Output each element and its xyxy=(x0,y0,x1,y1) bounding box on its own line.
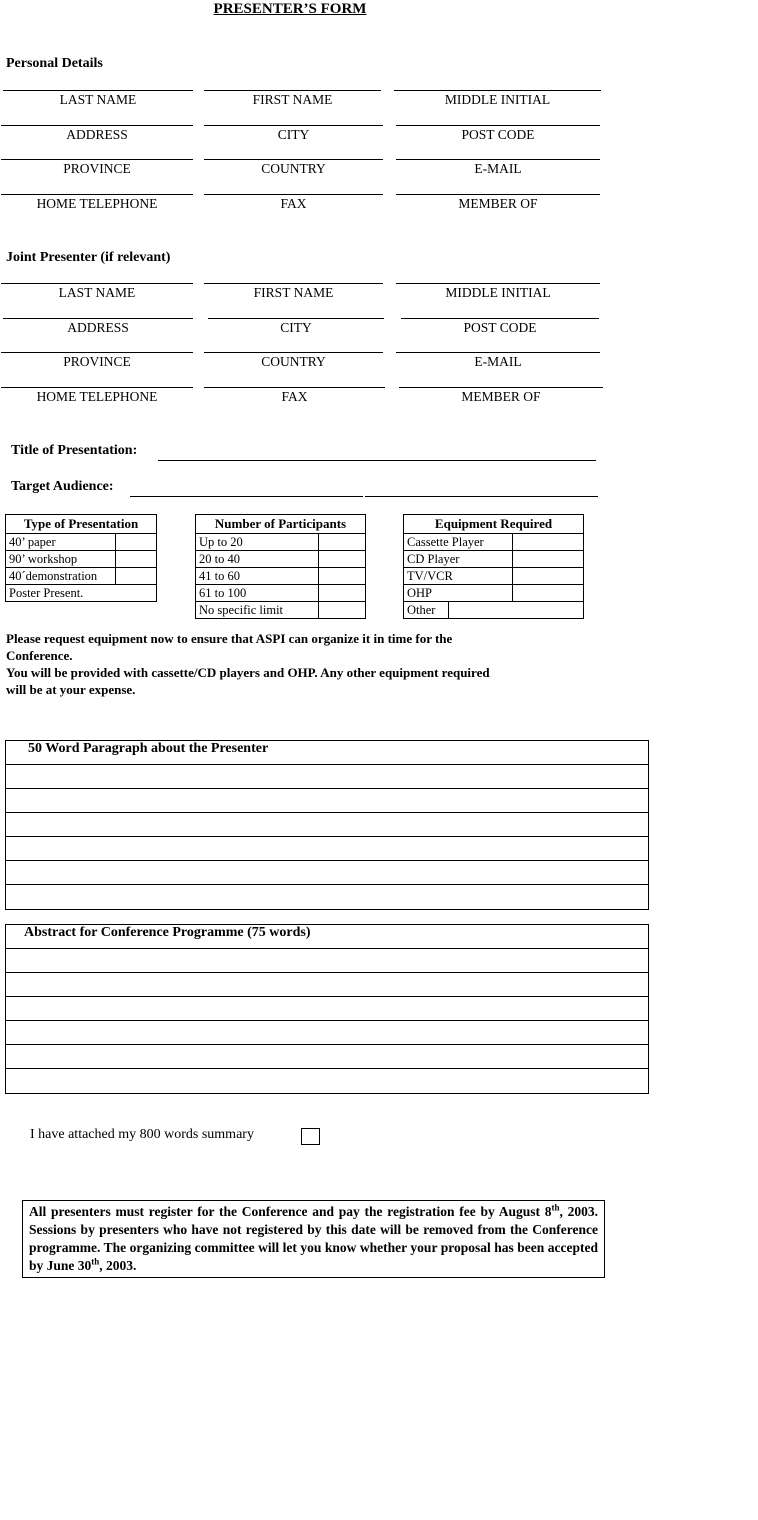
personal-fax-field[interactable] xyxy=(204,194,383,212)
personal-city-field[interactable] xyxy=(204,125,383,143)
number-of-participants-table xyxy=(195,514,366,619)
abstract-line[interactable] xyxy=(6,972,648,996)
field-label: ADDRESS xyxy=(67,320,129,335)
registration-notice xyxy=(22,1200,605,1278)
participants-option-checkbox[interactable] xyxy=(319,602,366,619)
presenter-paragraph-line[interactable] xyxy=(6,788,648,812)
form-title: PRESENTER’S FORM xyxy=(213,1,367,17)
type-of-presentation-table xyxy=(5,514,157,602)
joint-presenter-heading: Joint Presenter (if relevant) xyxy=(6,250,171,265)
abstract-heading-text: Abstract for Conference Programme (75 words) xyxy=(24,925,311,940)
field-label: COUNTRY xyxy=(261,161,326,176)
participants-option-label: 41 to 60 xyxy=(196,568,319,585)
title-of-presentation-label: Title of Presentation: xyxy=(11,443,138,458)
personal-post-code-field[interactable] xyxy=(396,125,600,143)
type-option-label[interactable]: Poster Present. xyxy=(6,585,157,602)
field-label: E-MAIL xyxy=(474,161,522,176)
attachment-checkbox[interactable] xyxy=(301,1128,320,1145)
personal-country-field[interactable] xyxy=(204,159,383,177)
type-option-label: 40´demonstration xyxy=(6,568,116,585)
type-option-checkbox[interactable] xyxy=(116,534,157,551)
field-label: HOME TELEPHONE xyxy=(36,196,158,211)
equipment-option-checkbox[interactable] xyxy=(513,551,584,568)
joint-first-name-field[interactable] xyxy=(204,283,383,301)
target-audience-input-line-2[interactable] xyxy=(365,496,598,497)
abstract-line[interactable] xyxy=(6,948,648,972)
joint-fax-field[interactable] xyxy=(204,387,385,405)
equipment-option-label: OHP xyxy=(404,585,513,602)
number-of-participants-header: Number of Participants xyxy=(196,515,366,534)
presenter-paragraph-box xyxy=(5,740,649,910)
equipment-other-input[interactable] xyxy=(449,602,584,619)
participants-option-label: 61 to 100 xyxy=(196,585,319,602)
target-audience-label: Target Audience: xyxy=(11,479,114,494)
notice-text: , 2003. xyxy=(99,1258,137,1273)
type-option-label: 40’ paper xyxy=(6,534,116,551)
joint-country-field[interactable] xyxy=(204,352,383,370)
abstract-box xyxy=(5,924,649,1094)
field-label: FAX xyxy=(280,196,307,211)
abstract-heading xyxy=(6,925,648,948)
notice-superscript: th xyxy=(91,1256,100,1267)
participants-option-checkbox[interactable] xyxy=(319,534,366,551)
type-option-checkbox[interactable] xyxy=(116,551,157,568)
presenter-paragraph-line[interactable] xyxy=(6,764,648,788)
abstract-line[interactable] xyxy=(6,996,648,1020)
joint-last-name-field[interactable] xyxy=(1,283,193,301)
presenter-paragraph-line[interactable] xyxy=(6,884,648,908)
field-label: MEMBER OF xyxy=(461,389,541,404)
joint-province-field[interactable] xyxy=(1,352,193,370)
presenter-paragraph-heading-text: 50 Word Paragraph about the Presenter xyxy=(28,741,269,756)
personal-first-name-field[interactable] xyxy=(204,90,381,108)
field-label: MIDDLE INITIAL xyxy=(444,92,551,107)
field-label: MEMBER OF xyxy=(458,196,538,211)
participants-option-label: No specific limit xyxy=(196,602,319,619)
joint-middle-initial-field[interactable] xyxy=(396,283,600,301)
field-label: COUNTRY xyxy=(261,354,326,369)
field-label: PROVINCE xyxy=(63,354,131,369)
notice-text: , 2003. Sessions by presenters who have not registered by this date will be removed from the Conference programme. The organizing committee will let you know whether your proposal has been accepted by June 30 xyxy=(29,1204,599,1273)
equipment-option-label: Cassette Player xyxy=(404,534,513,551)
field-label: E-MAIL xyxy=(474,354,522,369)
presenter-paragraph-line[interactable] xyxy=(6,860,648,884)
field-label: POST CODE xyxy=(463,320,537,335)
equipment-option-checkbox[interactable] xyxy=(513,585,584,602)
equipment-option-label: CD Player xyxy=(404,551,513,568)
personal-province-field[interactable] xyxy=(1,159,193,177)
joint-email-field[interactable] xyxy=(396,352,600,370)
title-of-presentation-input-line[interactable] xyxy=(158,460,596,461)
joint-city-field[interactable] xyxy=(208,318,384,336)
target-audience-input-line[interactable] xyxy=(130,496,363,497)
field-label: CITY xyxy=(280,320,312,335)
equipment-note xyxy=(6,630,606,698)
presenter-paragraph-heading xyxy=(6,741,648,764)
notice-superscript: th xyxy=(551,1202,560,1213)
participants-option-checkbox[interactable] xyxy=(319,585,366,602)
personal-home-telephone-field[interactable] xyxy=(1,194,193,212)
notice-text: All presenters must register for the Conference and pay the registration fee by August 8 xyxy=(29,1204,552,1219)
personal-middle-initial-field[interactable] xyxy=(394,90,601,108)
equipment-note-line: You will be provided with cassette/CD players and OHP. Any other equipment required xyxy=(6,665,490,680)
field-label: FAX xyxy=(281,389,308,404)
equipment-option-label: Other xyxy=(404,602,449,619)
field-label: CITY xyxy=(277,127,310,142)
field-label: PROVINCE xyxy=(63,161,131,176)
personal-address-field[interactable] xyxy=(1,125,193,143)
presenter-paragraph-line[interactable] xyxy=(6,812,648,836)
joint-post-code-field[interactable] xyxy=(401,318,599,336)
participants-option-checkbox[interactable] xyxy=(319,551,366,568)
abstract-line[interactable] xyxy=(6,1020,648,1044)
field-label: LAST NAME xyxy=(59,92,137,107)
equipment-option-checkbox[interactable] xyxy=(513,534,584,551)
field-label: ADDRESS xyxy=(66,127,128,142)
equipment-note-line: Please request equipment now to ensure that ASPI can organize it in time for the xyxy=(6,631,453,646)
type-option-label: 90’ workshop xyxy=(6,551,116,568)
personal-last-name-field[interactable] xyxy=(3,90,193,108)
joint-member-of-field[interactable] xyxy=(399,387,603,405)
participants-option-label: Up to 20 xyxy=(196,534,319,551)
participants-option-label: 20 to 40 xyxy=(196,551,319,568)
joint-home-telephone-field[interactable] xyxy=(1,387,193,405)
field-label: MIDDLE INITIAL xyxy=(445,285,551,300)
participants-option-checkbox[interactable] xyxy=(319,568,366,585)
field-label: LAST NAME xyxy=(58,285,136,300)
abstract-line[interactable] xyxy=(6,1044,648,1068)
field-label: FIRST NAME xyxy=(253,285,334,300)
personal-details-heading: Personal Details xyxy=(6,56,103,71)
personal-email-field[interactable] xyxy=(396,159,600,177)
joint-address-field[interactable] xyxy=(3,318,193,336)
type-option-checkbox[interactable] xyxy=(116,568,157,585)
equipment-required-header: Equipment Required xyxy=(404,515,584,534)
equipment-note-line: Conference. xyxy=(6,648,73,663)
equipment-option-label: TV/VCR xyxy=(404,568,513,585)
field-label: FIRST NAME xyxy=(252,92,333,107)
attachment-label: I have attached my 800 words summary xyxy=(30,1127,254,1142)
equipment-required-table xyxy=(403,514,584,619)
field-label: HOME TELEPHONE xyxy=(36,389,158,404)
abstract-line[interactable] xyxy=(6,1068,648,1092)
type-of-presentation-header: Type of Presentation xyxy=(6,515,157,534)
equipment-note-line: will be at your expense. xyxy=(6,682,136,697)
presenter-paragraph-line[interactable] xyxy=(6,836,648,860)
personal-member-of-field[interactable] xyxy=(396,194,600,212)
field-label: POST CODE xyxy=(461,127,535,142)
equipment-option-checkbox[interactable] xyxy=(513,568,584,585)
